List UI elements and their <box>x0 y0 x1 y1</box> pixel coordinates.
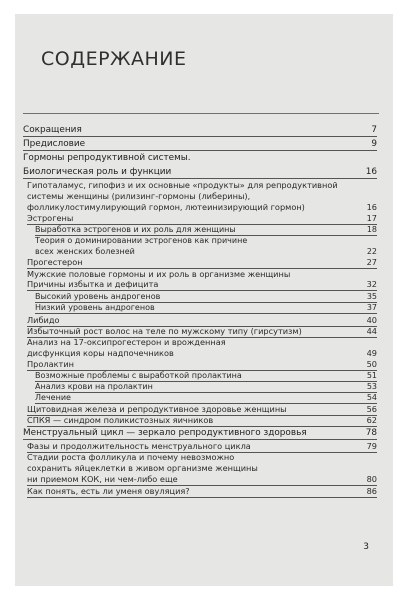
table-of-contents <box>15 14 393 586</box>
toc-entry-page: 17 <box>366 213 377 223</box>
toc-entry-title: Предисловие <box>23 139 86 149</box>
toc-entry-page: 16 <box>366 202 377 212</box>
toc-entry-title: всех женских болезней <box>35 247 135 256</box>
toc-entry-title: Избыточный рост волос на теле по мужскому типу (гирсутизм) <box>27 326 302 336</box>
toc-entry-underline <box>23 150 377 151</box>
toc-entry-title: Анализ крови на пролактин <box>35 382 153 391</box>
toc-entry-title: Низкий уровень андрогенов <box>35 303 155 312</box>
toc-entry-title: Мужские половые гормоны и их роль в организме женщины <box>27 269 291 279</box>
toc-entry-title: системы женщины (рилизинг-гормоны (либерины), <box>27 191 251 201</box>
page-title: СОДЕРЖАНИЕ <box>41 48 187 70</box>
toc-entry-page: 9 <box>371 139 377 149</box>
toc-entry-page: 80 <box>366 474 377 484</box>
toc-entry-title: Либидо <box>27 315 60 325</box>
toc-entry-title: Анализ на 17-оксипрогестерон и врожденная <box>27 337 226 347</box>
toc-entry-page: 54 <box>366 393 377 402</box>
toc-entry-title: Гормоны репродуктивной системы. <box>23 153 191 163</box>
toc-entry-page: 7 <box>371 125 377 135</box>
toc-entry-title: Менструальный цикл — зеркало репродуктивного здоровья <box>23 428 307 438</box>
toc-entry-title: Фазы и продолжительность менструального цикла <box>27 441 251 451</box>
toc-entry-title: Причины избытка и дефицита <box>27 279 159 289</box>
page-number: 3 <box>363 542 369 552</box>
toc-entry-page: 16 <box>365 167 377 177</box>
toc-entry-title: Высокий уровень андрогенов <box>35 292 161 301</box>
toc-entry-underline <box>35 392 377 393</box>
toc-entry-title: Пролактин <box>27 359 75 369</box>
book-page <box>15 14 393 586</box>
toc-entry-title: ни приемом КОК, ни чем-либо еще <box>27 474 178 484</box>
toc-entry-page: 37 <box>366 303 377 312</box>
toc-entry-page: 86 <box>366 486 377 496</box>
toc-entry-title: сохранить яйцеклетки в живом организме женщины <box>27 463 258 473</box>
toc-entry-page: 22 <box>366 247 377 256</box>
toc-entry-underline <box>35 313 377 314</box>
toc-entry-title: Эстрогены <box>27 213 74 223</box>
toc-entry-title: Прогестерон <box>27 257 83 267</box>
toc-entry-page: 35 <box>366 292 377 301</box>
toc-entry-title: дисфункция коры надпочечников <box>27 348 174 358</box>
toc-entry-page: 49 <box>366 348 377 358</box>
toc-entry-title: Лечение <box>35 393 71 402</box>
toc-entry-title: Стадии роста фолликула и почему невозможно <box>27 452 235 462</box>
toc-entry-page: 79 <box>366 441 377 451</box>
toc-entry-underline <box>27 426 377 427</box>
toc-entry-title: Выработка эстрогенов и их роль для женщины <box>35 225 236 234</box>
toc-entry-title: Щитовидная железа и репродуктивное здоровье женщины <box>27 404 287 414</box>
toc-entry-title: Биологическая роль и функции <box>23 167 172 177</box>
toc-entry-page: 40 <box>366 315 377 325</box>
toc-entry-underline <box>23 178 377 179</box>
toc-entry-page: 78 <box>365 428 377 438</box>
toc-entry-page: 18 <box>366 225 377 234</box>
toc-entry-title: Возможные проблемы с выработкой пролактина <box>35 371 242 380</box>
toc-entry-page: 50 <box>366 359 377 369</box>
toc-entry-page: 56 <box>366 404 377 414</box>
toc-entry-page: 32 <box>366 279 377 289</box>
toc-entry-title: Гипоталамус, гипофиз и их основные «продукты» для репродуктивной <box>27 180 338 190</box>
toc-entry-title: Сокращения <box>23 125 82 135</box>
toc-entry-page: 53 <box>366 382 377 391</box>
toc-entry-page: 27 <box>366 257 377 267</box>
toc-entry-page: 51 <box>366 371 377 380</box>
toc-entry-page: 44 <box>366 326 377 336</box>
toc-entry-title: фолликулостимулирующий гормон, лютеинизирующий гормон) <box>27 202 305 212</box>
toc-entry-title: СПКЯ — синдром поликистозных яичников <box>27 415 214 425</box>
toc-entry-underline <box>27 497 377 498</box>
toc-entry-page: 62 <box>366 415 377 425</box>
toc-entry-title: Теория о доминировании эстрогенов как причине <box>35 236 248 245</box>
toc-entry-underline <box>23 439 377 440</box>
toc-entry-underline <box>23 136 377 137</box>
toc-entry-title: Как понять, есть ли уменя овуляция? <box>27 486 190 496</box>
